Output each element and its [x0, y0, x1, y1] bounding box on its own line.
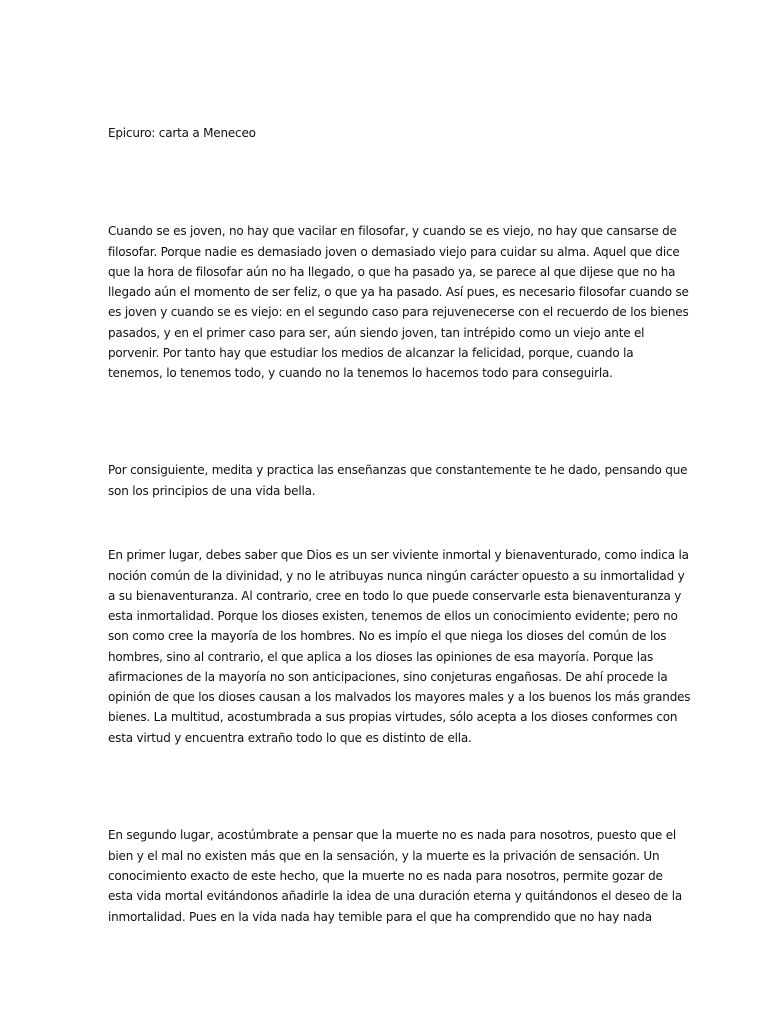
paragraph-line: es joven y cuando se es viejo: en el segundo caso para rejuvenecerse con el recuerdo de los bienes	[108, 305, 689, 319]
paragraph-line: Por consiguiente, medita y practica las enseñanzas que constantemente te he dado, pensando que	[108, 463, 688, 477]
paragraph-line: bien y el mal no existen más que en la sensación, y la muerte es la privación de sensación. Un	[108, 849, 660, 863]
document-title: Epicuro: carta a Meneceo	[108, 126, 256, 140]
paragraph-line: Cuando se es joven, no hay que vacilar en filosofar, y cuando se es viejo, no hay que cansarse de	[108, 224, 677, 238]
paragraph-line: a su bienaventuranza. Al contrario, cree en todo lo que puede conservarle esta bienaventuranza y	[108, 589, 682, 603]
paragraph-line: bienes. La multitud, acostumbrada a sus propias virtudes, sólo acepta a los dioses conformes con	[108, 710, 678, 724]
paragraph-line: esta vida mortal evitándonos añadirle la idea de una duración eterna y quitándonos el deseo de la	[108, 889, 682, 903]
paragraph-line: porvenir. Por tanto hay que estudiar los medios de alcanzar la felicidad, porque, cuando la	[108, 346, 634, 360]
paragraph-line: inmortalidad. Pues en la vida nada hay temible para el que ha comprendido que no hay nada	[108, 910, 652, 924]
paragraph-line: conocimiento exacto de este hecho, que la muerte no es nada para nosotros, permite gozar de	[108, 869, 663, 883]
paragraph-line: noción común de la divinidad, y no le atribuyas nunca ningún carácter opuesto a su inmortalidad y	[108, 569, 685, 583]
paragraph-line: opinión de que los dioses causan a los malvados los mayores males y a los buenos los más grandes	[108, 690, 691, 704]
paragraph-line: hombres, sino al contrario, el que aplica a los dioses las opiniones de esa mayoría. Porque las	[108, 650, 654, 664]
paragraph-line: son como cree la mayoría de los hombres. No es impío el que niega los dioses del común de los	[108, 629, 667, 643]
paragraph-line: esta inmortalidad. Porque los dioses existen, tenemos de ellos un conocimiento evidente; pero no	[108, 609, 678, 623]
paragraph-line: En segundo lugar, acostúmbrate a pensar que la muerte no es nada para nosotros, puesto que el	[108, 828, 677, 842]
paragraph-line: que la hora de filosofar aún no ha llegado, o que ha pasado ya, se parece al que dijese que no ha	[108, 265, 676, 279]
paragraph-line: son los principios de una vida bella.	[108, 484, 316, 498]
paragraph-line: filosofar. Porque nadie es demasiado joven o demasiado viejo para cuidar su alma. Aquel que dice	[108, 245, 680, 259]
paragraph-line: En primer lugar, debes saber que Dios es un ser viviente inmortal y bienaventurado, como indica la	[108, 548, 689, 562]
paragraph-line: llegado aún el momento de ser feliz, o que ya ha pasado. Así pues, es necesario filosofar cuando se	[108, 285, 689, 299]
paragraph-line: esta virtud y encuentra extraño todo lo que es distinto de ella.	[108, 731, 472, 745]
paragraph-line: pasados, y en el primer caso para ser, aún siendo joven, tan intrépido como un viejo ante el	[108, 326, 645, 340]
paragraph-line: tenemos, lo tenemos todo, y cuando no la tenemos lo hacemos todo para conseguirla.	[108, 366, 613, 380]
paragraph-line: afirmaciones de la mayoría no son anticipaciones, sino conjeturas engañosas. De ahí procede la	[108, 670, 668, 684]
